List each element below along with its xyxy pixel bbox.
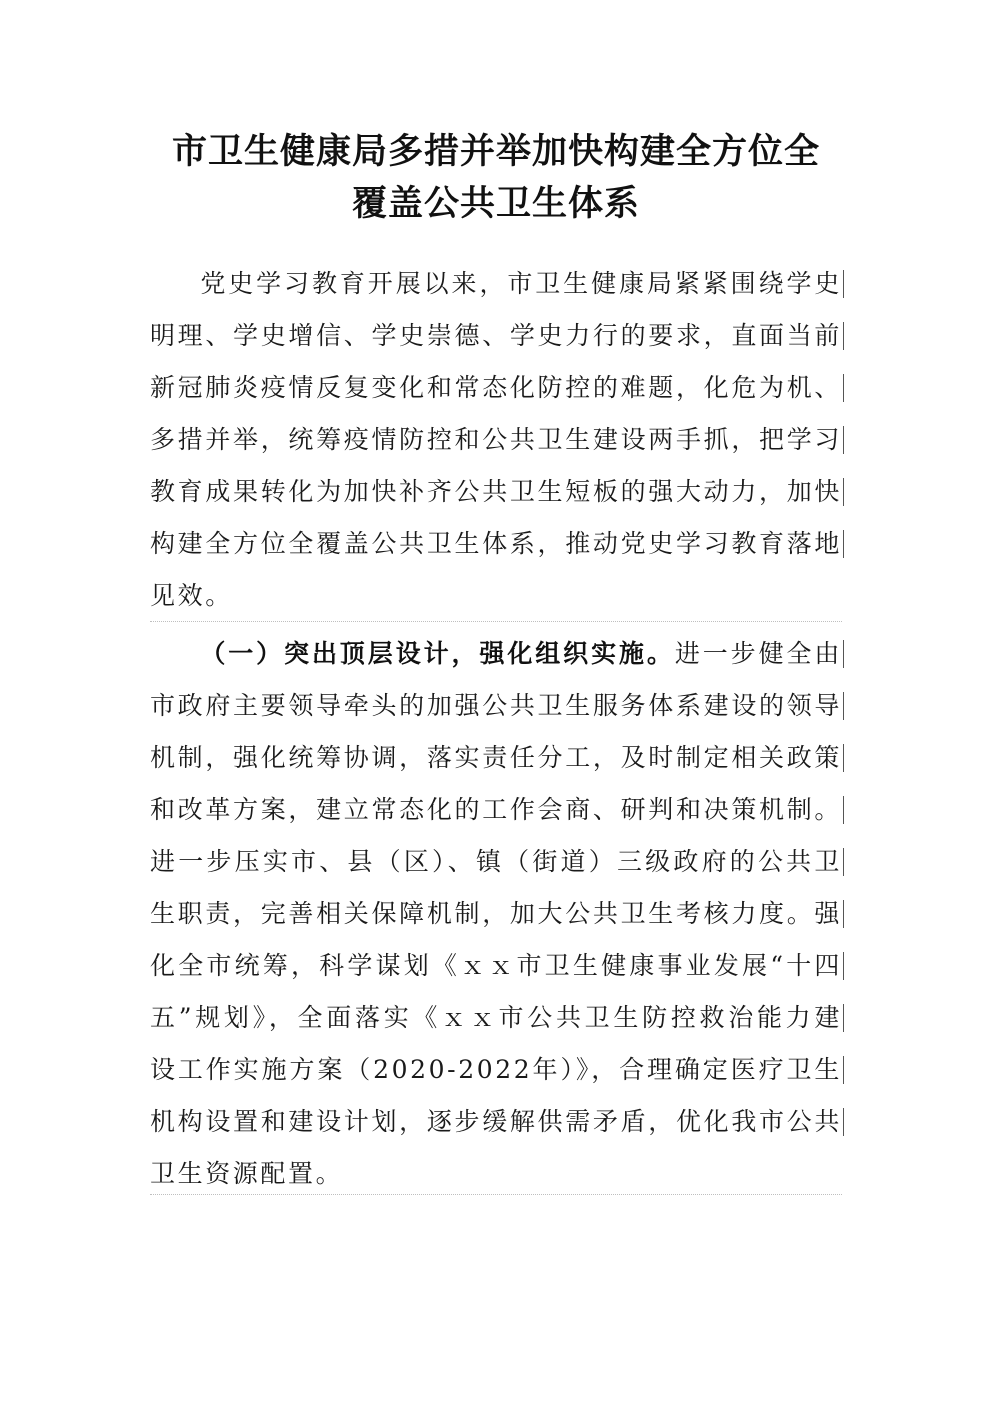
margin-mark — [843, 744, 844, 772]
document-title — [150, 126, 842, 230]
intro-paragraph-text: 党史学习教育开展以来，市卫生健康局紧紧围绕学史明理、学史增信、学史崇德、学史力行的要求，直面当前新冠肺炎疫情反复变化和常态化防控的难题，化危为机、多措并举，统筹疫情防控和公共卫生建设两手抓，把学习教育成果转化为加快补齐公共卫生短板的强大动力，加快构建全方位全覆盖公共卫生体系，推动党史学习教育落地见效。 — [150, 269, 842, 610]
margin-mark — [843, 374, 844, 402]
margin-mark — [843, 1108, 844, 1136]
section-end-divider — [150, 1194, 842, 1195]
title-line-2: 覆盖公共卫生体系 — [351, 183, 640, 224]
margin-mark — [843, 270, 844, 298]
paragraph-divider — [150, 621, 842, 622]
margin-mark — [843, 848, 844, 876]
section-1-heading: （一）突出顶层设计，强化组织实施。 — [200, 639, 675, 668]
margin-mark — [843, 478, 844, 506]
margin-mark — [843, 322, 844, 350]
margin-mark — [843, 1004, 844, 1032]
margin-mark — [843, 692, 844, 720]
margin-mark — [843, 900, 844, 928]
margin-mark — [843, 640, 844, 668]
margin-mark — [843, 952, 844, 980]
margin-mark — [843, 530, 844, 558]
margin-mark — [843, 1056, 844, 1084]
margin-mark — [843, 796, 844, 824]
title-line-1: 市卫生健康局多措并举加快构建全方位全 — [171, 131, 820, 172]
section-1-paragraph — [150, 628, 842, 1200]
section-1-body: 进一步健全由市政府主要领导牵头的加强公共卫生服务体系建设的领导机制，强化统筹协调，落实责任分工，及时制定相关政策和改革方案，建立常态化的工作会商、研判和决策机制。进一步压实市、县（区）、镇（街道）三级政府的公共卫生职责，完善相关保障机制，加大公共卫生考核力度。强化全市统筹，科学谋划《ｘｘ市卫生健康事业发展“十四五”规划》，全面落实《ｘｘ市公共卫生防控救治能力建设工作实施方案（2020-2022年）》，合理确定医疗卫生机构设置和建设计划，逐步缓解供需矛盾，优化我市公共卫生资源配置。 — [150, 639, 842, 1188]
margin-mark — [843, 426, 844, 454]
intro-paragraph — [150, 258, 842, 622]
